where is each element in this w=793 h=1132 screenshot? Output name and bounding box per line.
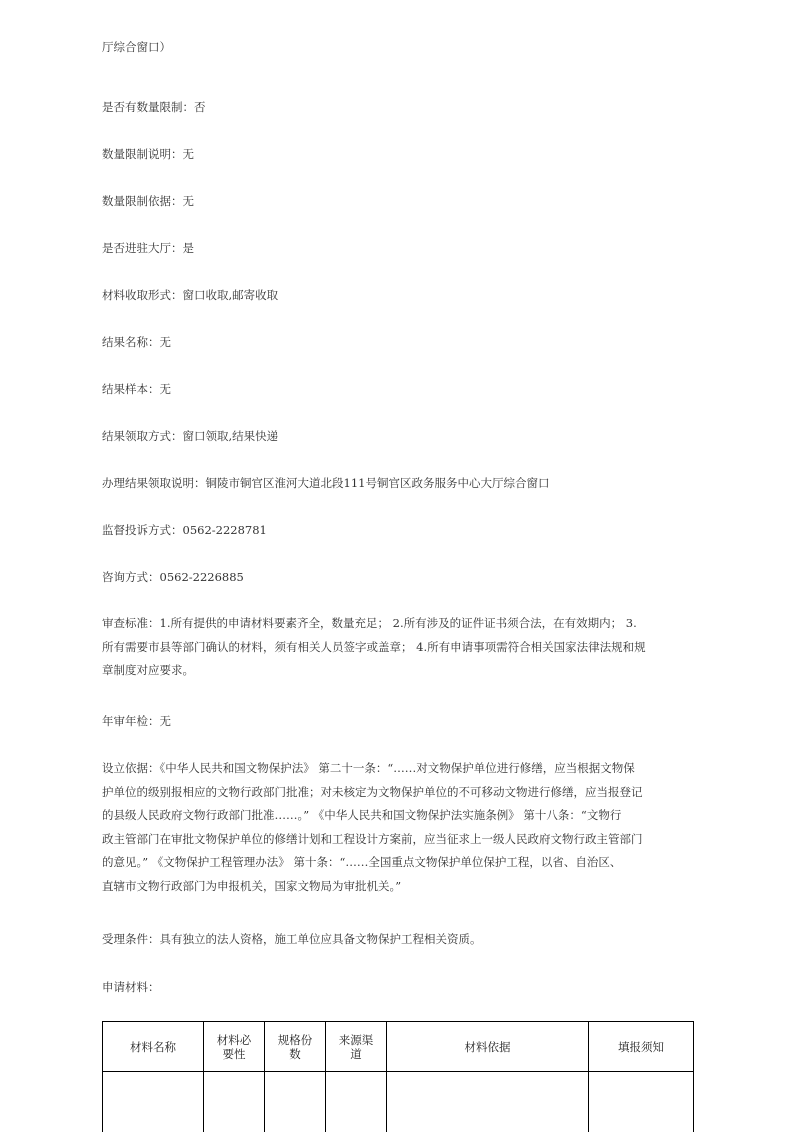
text-line-result-pickup-method: 结果领取方式：窗口领取,结果快递 [102, 429, 279, 443]
text-line-material-collection: 材料收取形式：窗口收取,邮寄收取 [102, 288, 279, 302]
legal-basis-line: 直辖市文物行政部门为申报机关，国家文物局为审批机关。” [102, 878, 402, 893]
text-line-consult-contact: 咨询方式：0562-2226885 [102, 570, 244, 584]
header-label: 来源渠 道 [338, 1032, 374, 1061]
header-label: 填报须知 [618, 1039, 664, 1054]
table-cell [103, 1072, 204, 1132]
legal-basis-line: 的县级人民政府文物行政部门批准……。” 《中华人民共和国文物保护法实施条例》 第十八条：“文物行 [102, 808, 622, 822]
header-filling-notice [589, 1022, 694, 1072]
text-line-hall-window: 厅综合窗口） [102, 40, 171, 54]
header-label: 规格份 数 [277, 1032, 313, 1061]
text-line-complaint-contact: 监督投诉方式：0562-2228781 [102, 523, 267, 537]
annual-review-line: 年审年检：无 [102, 714, 171, 728]
review-standard-line: 审查标准：1.所有提供的申请材料要素齐全，数量充足； 2.所有涉及的证件证书须合法，在有效期内； 3. [102, 616, 637, 630]
header-material-name [103, 1022, 204, 1072]
review-standard-paragraph [102, 612, 672, 683]
text-line-quantity-limit-desc: 数量限制说明：无 [102, 147, 194, 161]
header-material-necessity [204, 1022, 265, 1072]
review-standard-line: 章制度对应要求。 [102, 663, 194, 677]
header-label: 材料必 要性 [216, 1032, 252, 1061]
table-cell [326, 1072, 387, 1132]
text-line-result-sample: 结果样本：无 [102, 382, 171, 396]
table-cell [204, 1072, 265, 1132]
header-label: 材料依据 [464, 1039, 511, 1054]
table-cell [265, 1072, 326, 1132]
text-line-quantity-limit: 是否有数量限制：否 [102, 100, 206, 114]
legal-basis-line: 设立依据：《中华人民共和国文物保护法》 第二十一条：“……对文物保护单位进行修缮，应当根据文物保 [102, 761, 635, 775]
acceptance-condition-line: 受理条件：具有独立的法人资格，施工单位应具备文物保护工程相关资质。 [102, 932, 482, 946]
legal-basis-line: 政主管部门在审批文物保护单位的修缮计划和工程设计方案前，应当征求上一级人民政府文物行政主管部门 [102, 831, 643, 846]
review-standard-line: 所有需要市县等部门确认的材料，须有相关人员签字或盖章； 4.所有申请事项需符合相关国家法律法规和规 [102, 639, 646, 654]
materials-table [102, 1021, 694, 1132]
materials-label: 申请材料： [102, 980, 160, 994]
text-line-hall-entry: 是否进驻大厅：是 [102, 241, 194, 255]
legal-basis-line: 护单位的级别报相应的文物行政部门批准；对未核定为文物保护单位的不可移动文物进行修缮，应当报登记 [102, 784, 643, 799]
table-cell [387, 1072, 589, 1132]
header-material-basis [387, 1022, 589, 1072]
table-header-row [103, 1022, 694, 1072]
legal-basis-paragraph [102, 757, 672, 898]
table-cell [589, 1072, 694, 1132]
text-line-quantity-limit-basis: 数量限制依据：无 [102, 194, 194, 208]
header-source-channel [326, 1022, 387, 1072]
text-line-result-name: 结果名称：无 [102, 335, 171, 349]
header-spec-copies [265, 1022, 326, 1072]
header-label: 材料名称 [130, 1039, 176, 1054]
text-line-result-pickup-desc: 办理结果领取说明：铜陵市铜官区淮河大道北段111号铜官区政务服务中心大厅综合窗口 [102, 476, 550, 490]
legal-basis-line: 的意见。” 《文物保护工程管理办法》 第十条：“……全国重点文物保护单位保护工程，以省、自治区、 [102, 855, 622, 869]
table-row [103, 1072, 694, 1132]
